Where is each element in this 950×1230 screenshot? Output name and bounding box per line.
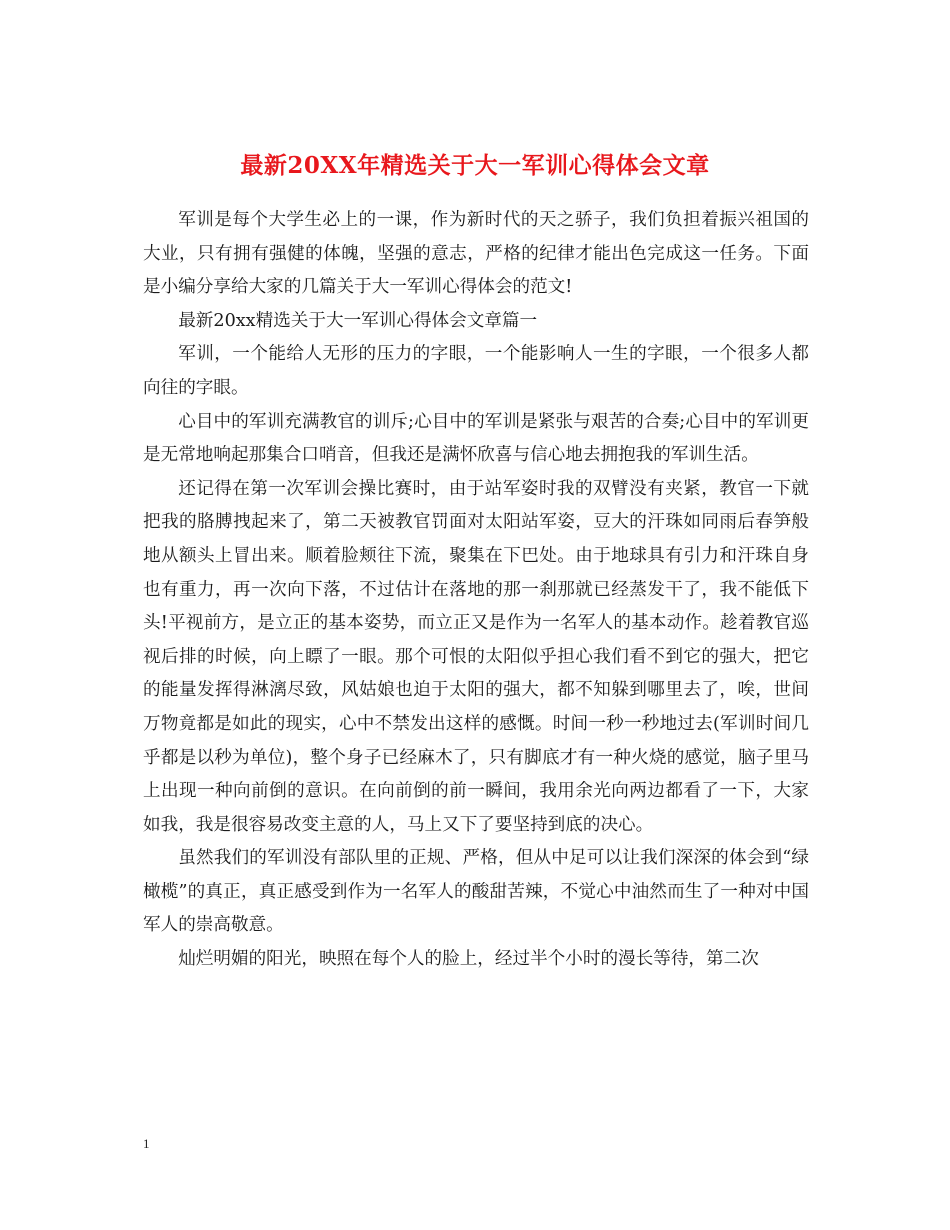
paragraph: 还记得在第一次军训会操比赛时，由于站军姿时我的双臂没有夹紧，教官一下就把我的胳膊拽起来了，第二天被教官罚面对太阳站军姿，豆大的汗珠如同雨后春笋般地从额头上冒出来。顺着脸颊往下流，聚集在下巴处。由于地球具有引力和汗珠自身也有重力，再一次向下落，不过估计在落地的那一刹那就已经蒸发干了，我不能低下头!平视前方，是立正的基本姿势，而立正又是作为一名军人的基本动作。趁着教官巡视后排的时候，向上瞟了一眼。那个可恨的太阳似乎担心我们看不到它的强大，把它的能量发挥得淋漓尽致，风姑娘也迫于太阳的强大，都不知躲到哪里去了，唉，世间万物竟都是如此的现实，心中不禁发出这样的感慨。时间一秒一秒地过去(军训时间几乎都是以秒为单位)，整个身子已经麻木了，只有脚底才有一种火烧的感觉，脑子里马上出现一种向前倒的意识。在向前倒的前一瞬间，我用余光向两边都看了一下，大家如我，我是很容易改变主意的人，马上又下了要坚持到底的决心。 xyxy=(143,478,809,835)
paragraph: 军训，一个能给人无形的压力的字眼，一个能影响人一生的字眼，一个很多人都向往的字眼。 xyxy=(143,344,809,398)
paragraph: 虽然我们的军训没有部队里的正规、严格，但从中足可以让我们深深的体会到“绿橄榄”的真正，真正感受到作为一名军人的酸甜苦辣，不觉心中油然而生了一种对中国军人的崇高敬意。 xyxy=(143,848,809,936)
paragraph: 灿烂明媚的阳光，映照在每个人的脸上，经过半个小时的漫长等待，第二次 xyxy=(178,949,759,970)
document-body xyxy=(143,204,809,977)
document-title: 最新20XX年精选关于大一军训心得体会文章 xyxy=(240,152,710,180)
paragraph: 心目中的军训充满教官的训斥;心目中的军训是紧张与艰苦的合奏;心目中的军训更是无常地响起那集合口哨音，但我还是满怀欣喜与信心地去拥抱我的军训生活。 xyxy=(143,411,809,466)
paragraph-intro: 军训是每个大学生必上的一课，作为新时代的天之骄子，我们负担着振兴祖国的大业，只有拥有强健的体魄，坚强的意志，严格的纪律才能出色完成这一任务。下面是小编分享给大家的几篇关于大一军训心得体会的范文! xyxy=(143,210,809,298)
page-number: 1 xyxy=(143,1136,150,1151)
section-heading: 最新20xx精选关于大一军训心得体会文章篇一 xyxy=(178,310,538,331)
